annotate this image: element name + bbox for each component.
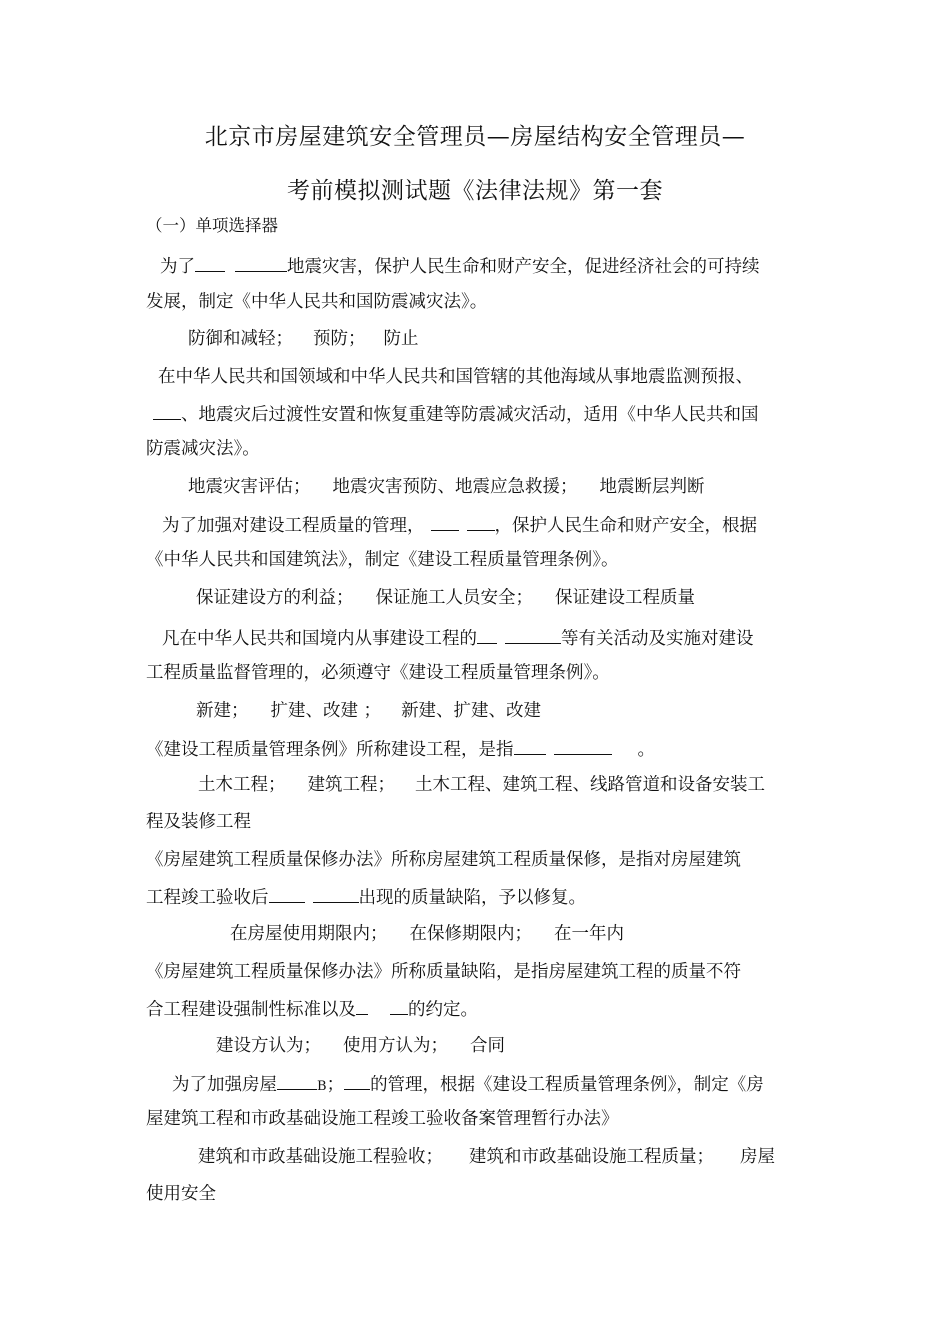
option-a: 防御和减轻；: [188, 329, 293, 349]
option-a: 在房屋使用期限内；: [230, 924, 388, 944]
option-c: 房屋: [740, 1147, 775, 1167]
answer-marker: B: [317, 1079, 327, 1094]
question-3-options: [196, 586, 695, 610]
option-a: 建筑和市政基础设施工程验收；: [198, 1147, 443, 1167]
option-b: 在保修期限内；: [409, 924, 532, 944]
option-c: 保证建设工程质量: [555, 588, 695, 608]
answer-blank: [431, 512, 459, 531]
question-6-options: [230, 922, 624, 946]
question-1-line1: [160, 253, 760, 279]
question-5-options: [198, 773, 765, 797]
answer-blank: [467, 512, 495, 531]
option-c: 地震断层判断: [599, 477, 705, 497]
question-8-text-a: 为了加强房屋: [172, 1075, 277, 1095]
question-6-text-c: 出现的质量缺陷，予以修复。: [358, 888, 586, 908]
answer-blank: [195, 253, 225, 272]
answer-blank: [269, 884, 305, 903]
question-2-line3: 防震减灾法》。: [146, 439, 260, 459]
option-b: 建筑工程；: [307, 775, 395, 795]
question-1-options: [188, 327, 419, 351]
question-5-options-cont: 程及装修工程: [146, 812, 251, 832]
question-3-text-a: 为了加强对建设工程质量的管理，: [162, 516, 425, 536]
question-4-line1: [162, 625, 754, 651]
question-5-line1: [146, 736, 655, 762]
question-3-line1: [162, 512, 757, 538]
question-7-line1: 《房屋建筑工程质量保修办法》所称质量缺陷，是指房屋建筑工程的质量不符: [146, 962, 741, 982]
question-3-text-b: ，保护人民生命和财产安全，根据: [494, 516, 757, 536]
document-title-line1: 北京市房屋建筑安全管理员—房屋结构安全管理员—: [204, 124, 746, 150]
question-8-line2: 屋建筑工程和市政基础设施工程竣工验收备案管理暂行办法》: [146, 1109, 619, 1129]
question-6-line2: [146, 884, 586, 910]
option-a: 地震灾害评估；: [188, 477, 311, 497]
option-a: 新建；: [196, 701, 249, 721]
question-2-options: [188, 475, 705, 499]
question-8-text-b: ；: [326, 1075, 345, 1095]
answer-blank: [313, 884, 359, 903]
option-b: 预防；: [313, 329, 366, 349]
answer-blank: [554, 736, 612, 755]
question-2-line1: 在中华人民共和国领域和中华人民共和国管辖的其他海域从事地震监测预报、: [158, 367, 753, 387]
option-c: 合同: [470, 1036, 505, 1056]
question-2-line2: [153, 401, 759, 427]
option-b: 地震灾害预防、地震应急救援；: [332, 477, 578, 497]
question-3-line2: 《中华人民共和国建筑法》，制定《建设工程质量管理条例》。: [146, 550, 619, 570]
answer-blank: [344, 1071, 370, 1090]
question-8-line1: [172, 1071, 764, 1099]
option-a: 建设方认为；: [216, 1036, 321, 1056]
question-7-line2: [146, 996, 478, 1022]
option-a: 保证建设方的利益；: [196, 588, 354, 608]
question-8-text-c: 的管理，根据《建设工程质量管理条例》，制定《房: [370, 1075, 764, 1095]
answer-blank: [477, 625, 497, 644]
question-4-text-a: 凡在中华人民共和国境内从事建设工程的: [162, 629, 477, 649]
answer-blank: [153, 401, 181, 420]
document-title-line2: 考前模拟测试题《法律法规》第一套: [287, 178, 663, 204]
question-6-text-b: 工程竣工验收后: [146, 888, 269, 908]
answer-blank: [514, 736, 546, 755]
option-b: 建筑和市政基础设施工程质量；: [469, 1147, 714, 1167]
option-b: 扩建、改建 ；: [270, 701, 382, 721]
option-c: 土木工程、建筑工程、线路管道和设备安装工: [415, 775, 765, 795]
answer-blank: [235, 253, 287, 272]
question-1-text-a: 为了: [160, 257, 195, 277]
question-2-text-b: 、地震灾后过渡性安置和恢复重建等防震减灾活动，适用《中华人民共和国: [181, 405, 759, 425]
question-6-line1: 《房屋建筑工程质量保修办法》所称房屋建筑工程质量保修，是指对房屋建筑: [146, 850, 741, 870]
question-8-options-cont: 使用安全: [146, 1184, 216, 1204]
answer-blank: [390, 996, 408, 1015]
question-7-text-b: 合工程建设强制性标准以及: [146, 1000, 356, 1020]
question-7-text-c: 的约定。: [408, 1000, 478, 1020]
question-1-text-b: 地震灾害，保护人民生命和财产安全，促进经济社会的可持续: [287, 257, 760, 277]
question-4-options: [196, 699, 541, 723]
option-c: 新建、扩建、改建: [401, 701, 542, 721]
question-4-text-b: 等有关活动及实施对建设: [561, 629, 754, 649]
question-7-options: [216, 1034, 505, 1058]
option-c: 防止: [383, 329, 419, 349]
option-b: 保证施工人员安全；: [375, 588, 533, 608]
question-5-text-a: 《建设工程质量管理条例》所称建设工程，是指: [146, 740, 514, 760]
answer-blank: [277, 1071, 317, 1090]
answer-blank: [505, 625, 561, 644]
option-c: 在一年内: [554, 924, 624, 944]
option-b: 使用方认为；: [343, 1036, 448, 1056]
answer-blank: [356, 996, 368, 1015]
question-4-line2: 工程质量监督管理的，必须遵守《建设工程质量管理条例》。: [146, 663, 610, 683]
section-heading: （一）单项选择器: [146, 216, 278, 235]
option-a: 土木工程；: [198, 775, 286, 795]
question-1-line2: 发展，制定《中华人民共和国防震减灾法》。: [146, 292, 488, 312]
question-5-text-b: 。: [637, 740, 655, 760]
question-8-options: [198, 1145, 775, 1169]
